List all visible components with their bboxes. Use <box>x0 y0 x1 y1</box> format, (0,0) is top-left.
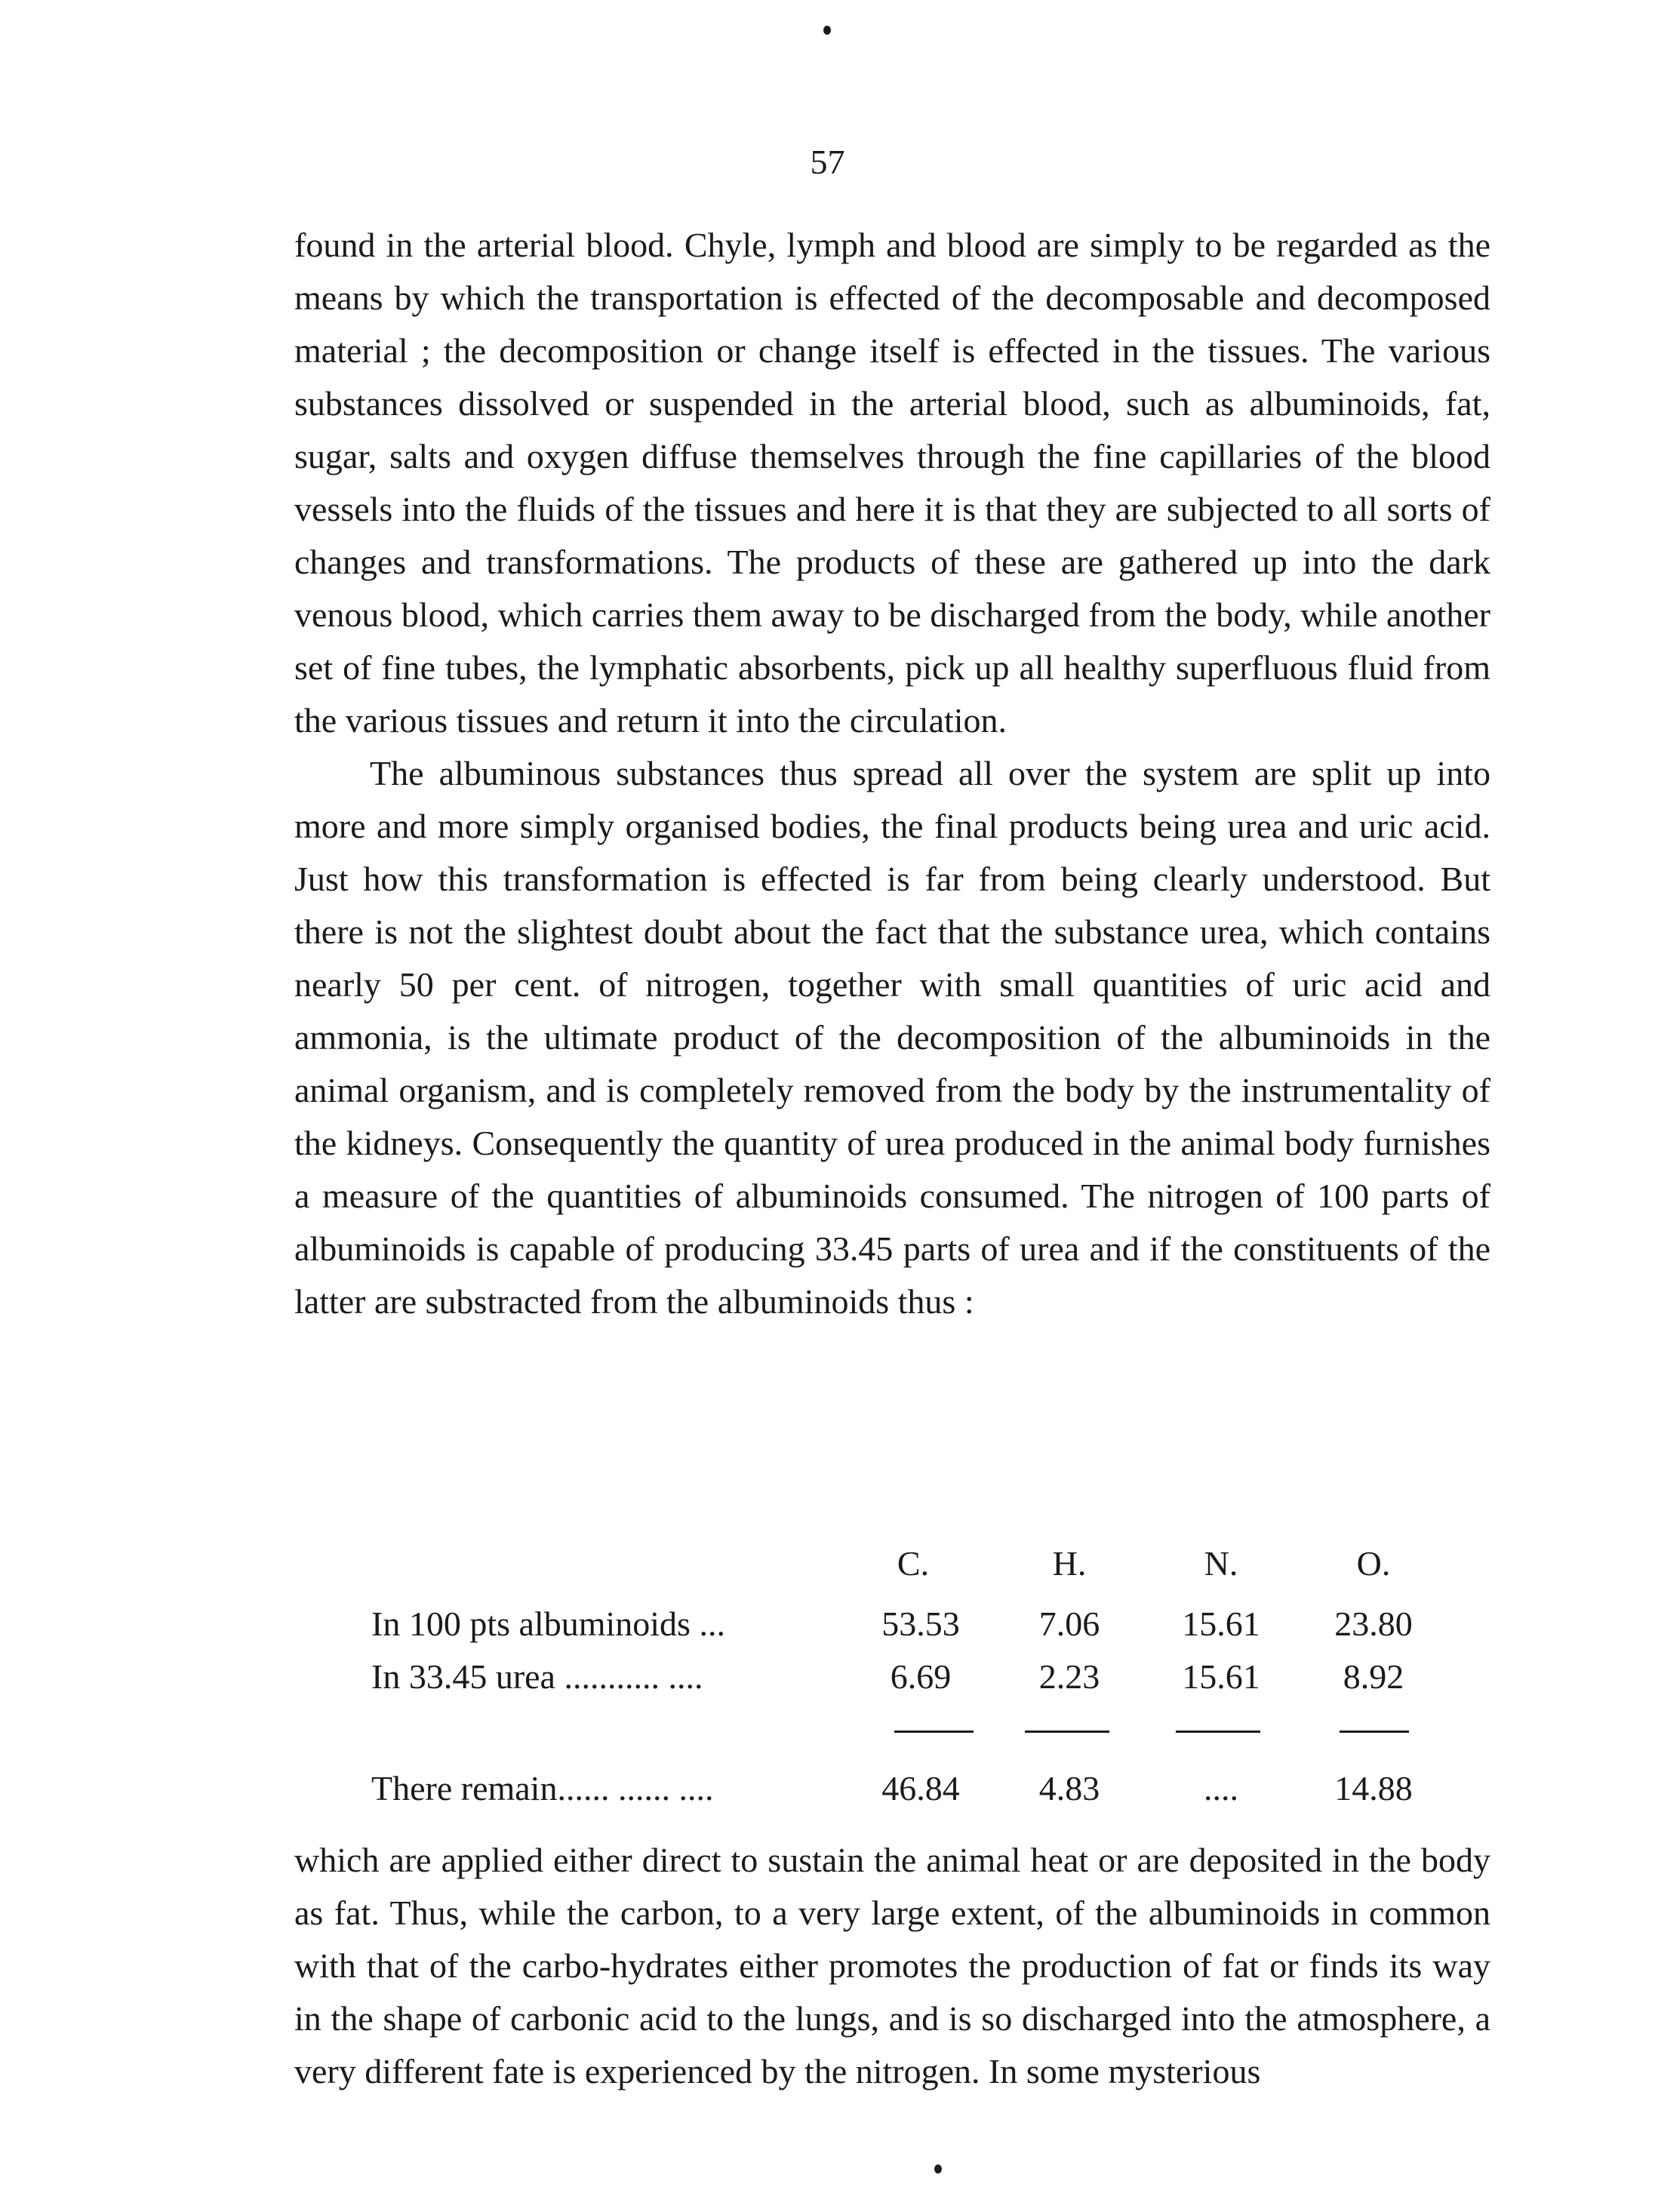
table-cell: 2.23 <box>1038 1657 1100 1696</box>
sum-rule <box>894 1731 974 1733</box>
body-text-top <box>294 219 1490 1328</box>
paragraph: The albuminous substances thus spread all over the system are split up into more and more simply organised bodies, the final products being urea and uric acid. Just how this transformation is effected is far from being clearly understood. But there is not the slightest doubt about the fact that the substance urea, which contains nearly 50 per cent. of nitrogen, together with small quantities of uric acid and ammonia, is the ultimate product of the decomposition of the albuminoids in the animal organism, and is completely removed from the body by the instrumentality of the kidneys. Consequently the quantity of urea produced in the animal body furnishes a measure of the quantities of albuminoids consumed. The nitrogen of 100 parts of albuminoids is capable of producing 33.45 parts of urea and if the constituents of the latter are substracted from the albuminoids thus : <box>294 754 1490 1321</box>
table-cell: 4.83 <box>1038 1769 1100 1807</box>
row-label-urea: In 33.45 urea ........... .... <box>371 1657 703 1696</box>
table-cell: .... <box>1204 1769 1238 1807</box>
column-header-c: C. <box>897 1544 930 1583</box>
column-header-n: N. <box>1204 1544 1238 1583</box>
table-cell: 7.06 <box>1038 1604 1100 1643</box>
ink-speck <box>934 2164 942 2174</box>
table-cell: 46.84 <box>881 1769 960 1807</box>
sum-rule <box>1176 1731 1260 1733</box>
ink-speck <box>823 26 831 35</box>
page-number: 57 <box>810 143 845 181</box>
table-cell: 15.61 <box>1182 1657 1260 1696</box>
table-cell: 53.53 <box>881 1604 960 1643</box>
paragraph: which are applied either direct to sustain the animal heat or are deposited in the body as fat. Thus, while the carbon, to a very large extent, of the albuminoids in common with that of the carbo-hydrates either promotes the production of fat or finds its way in the shape of carbonic acid to the lungs, and is so discharged into the atmosphere, a very different fate is experienced by the nitrogen. In some mysterious <box>294 1841 1490 2090</box>
row-label-remainder: There remain...... ...... .... <box>371 1769 714 1807</box>
sum-rule <box>1025 1731 1109 1733</box>
table-cell: 23.80 <box>1334 1604 1413 1643</box>
table-cell: 14.88 <box>1334 1769 1413 1807</box>
row-label-albuminoids: In 100 pts albuminoids ... <box>371 1604 725 1643</box>
body-text-bottom <box>294 1834 1490 2098</box>
table-cell: 15.61 <box>1182 1604 1260 1643</box>
table-cell: 6.69 <box>890 1657 952 1696</box>
column-header-h: H. <box>1052 1544 1087 1583</box>
composition-table <box>0 1543 1655 1838</box>
sum-rule <box>1340 1731 1409 1733</box>
column-header-o: O. <box>1356 1544 1391 1583</box>
paragraph: found in the arterial blood. Chyle, lymph and blood are simply to be regarded as the means by which the transportation is effected of the decomposable and decomposed material ; the decomposition or change itself is effected in the tissues. The various substances dissolved or suspended in the arterial blood, such as albuminoids, fat, sugar, salts and oxygen diffuse themselves through the fine capillaries of the blood vessels into the fluids of the tissues and here it is that they are subjected to all sorts of changes and transformations. The products of these are gathered up into the dark venous blood, which carries them away to be discharged from the body, while another set of fine tubes, the lymphatic absorbents, pick up all healthy superfluous fluid from the various tissues and return it into the circulation. <box>294 226 1490 740</box>
table-cell: 8.92 <box>1343 1657 1404 1696</box>
